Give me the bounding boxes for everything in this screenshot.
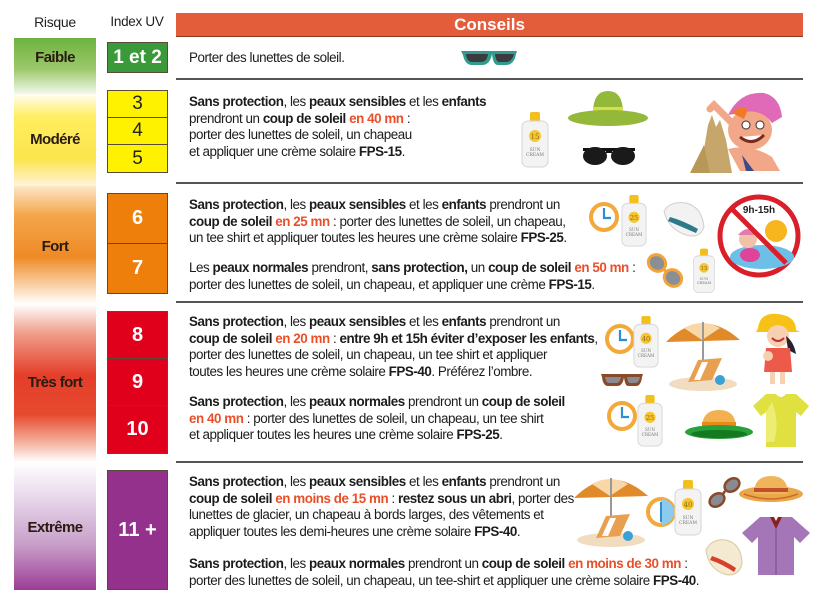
uv-index-faible <box>107 42 168 73</box>
sunscreen-25-icon <box>636 395 664 447</box>
advice-fort-sensitive: Sans protection, les peaux sensibles et les enfants prendront un coup de soleil en 25 mn : porter des lunettes de soleil, un chapeau, un tee shirt et appliquer toutes les heures une crème solaire FPS-25. <box>189 197 567 246</box>
svg-text:9h-15h: 9h-15h <box>742 205 776 216</box>
svg-text:CREAM: CREAM <box>526 153 544 158</box>
svg-text:CREAM: CREAM <box>641 431 659 437</box>
uv-value: 4 <box>108 118 167 145</box>
row-divider <box>176 182 803 184</box>
beach-umbrella-icon <box>664 314 742 392</box>
risk-label-extreme: Extrême <box>27 519 83 536</box>
uv-value: 1 et 2 <box>113 46 162 68</box>
orange-sunglasses-icon <box>646 252 686 288</box>
svg-text:SUN: SUN <box>629 227 639 233</box>
advice-tres-fort-normal: Sans protection, les peaux normales prendront un coup de soleil en 40 mn : porter des lunettes de soleil, un chapeau, un tee shirt et appliquer toutes les heures une crème solaire FPS-25. <box>189 394 565 443</box>
uv-index-tres-fort <box>107 311 168 454</box>
risk-band-modere <box>14 94 96 186</box>
risk-band-faible <box>14 38 96 94</box>
svg-text:SUN: SUN <box>529 148 541 153</box>
panama-hat-icon <box>702 536 746 580</box>
advice-faible: Porter des lunettes de soleil. <box>189 50 345 65</box>
risk-band-fort <box>14 186 96 304</box>
sunscreen-40-icon <box>673 480 703 536</box>
clock-icon <box>588 201 620 233</box>
svg-text:25: 25 <box>629 214 639 223</box>
sunscreen-25-icon <box>620 195 648 247</box>
svg-text:CREAM: CREAM <box>679 521 697 526</box>
advice-modere: Sans protection, les peaux sensibles et les enfants prendront un coup de soleil en 40 mn : porter des lunettes de soleil, un chapeau et appliquer une crème solaire FPS-15. <box>189 94 487 159</box>
uv-value: 3 <box>108 91 167 118</box>
girl-yellow-hat-icon <box>752 312 802 388</box>
advice-extreme-sensitive: Sans protection, les peaux sensibles et les enfants prendront un coup de soleil en moins de 15 mn : restez sous un abri, porter des lunettes de glacier, un chapeau à bords larges, des vêtements et appliquer toutes les demi-heures une crème solaire FPS-40. <box>189 474 574 539</box>
uv-value: 7 <box>131 257 144 279</box>
advice-extreme-normal: Sans protection, les peaux normales prendront un coup de soleil en moins de 30 mn : porter des lunettes de soleil, un chapeau, un tee-shirt et appliquer une crème solaire FPS-40. <box>189 556 700 588</box>
uv-value: 9 <box>108 359 167 406</box>
uv-value: 6 <box>108 194 167 244</box>
beach-umbrella-icon <box>572 470 650 548</box>
row-divider <box>176 78 803 80</box>
svg-text:40: 40 <box>641 335 651 344</box>
risk-label-fort: Fort <box>41 238 69 255</box>
uv-value: 10 <box>126 418 149 440</box>
sunscreen-40-icon <box>632 316 660 368</box>
straw-hat-icon <box>738 474 804 504</box>
svg-text:15: 15 <box>530 133 540 141</box>
clock-icon <box>606 400 638 432</box>
svg-text:25: 25 <box>645 414 655 423</box>
svg-text:40: 40 <box>683 501 693 509</box>
svg-text:SUN: SUN <box>641 348 651 354</box>
risk-band-tres-fort <box>14 304 96 462</box>
risk-label-tres-fort: Très fort <box>27 374 83 391</box>
uv-value: 5 <box>132 147 143 169</box>
sunscreen-15-icon <box>520 112 550 168</box>
purple-shirt-icon <box>740 515 812 577</box>
uv-value: 11 + <box>118 518 157 541</box>
green-hat-icon <box>567 89 649 129</box>
row-divider <box>176 461 803 463</box>
brown-sunglasses-icon <box>706 476 742 510</box>
svg-text:SUN: SUN <box>645 427 655 433</box>
advice-fort-normal: Les peaux normales prendront, sans protection, un coup de soleil en 50 mn : porter des lunettes de soleil, un chapeau, et appliquer une crème FPS-15. <box>189 260 636 292</box>
no-sun-9h-15h-icon <box>716 193 802 279</box>
risk-label-modere: Modéré <box>30 131 80 148</box>
sunscreen-15-icon <box>692 248 716 294</box>
risk-band-extreme <box>14 462 96 590</box>
uv-index-modere <box>107 90 168 173</box>
child-sandcastle-icon <box>680 85 795 175</box>
risk-label-faible: Faible <box>35 49 75 66</box>
svg-text:15: 15 <box>700 266 708 273</box>
svg-text:CREAM: CREAM <box>696 280 712 285</box>
yellow-tshirt-icon <box>752 392 810 448</box>
uv-value: 8 <box>108 312 167 359</box>
advice-tres-fort-sensitive: Sans protection, les peaux sensibles et les enfants prendront un coup de soleil en 20 mn : entre 9h et 15h éviter d’exposer les enfants, porter des lunettes de soleil, un chapeau, un tee shirt et appliquer toutes les heures une crème solaire FPS-40. Préférez l’ombre. <box>189 314 598 379</box>
uv-index-extreme <box>107 470 168 590</box>
white-hat-icon <box>660 199 706 241</box>
black-sunglasses-icon <box>582 145 636 167</box>
risque-column-header: Risque <box>34 14 76 30</box>
row-divider <box>176 301 803 303</box>
uv-index-fort <box>107 193 168 294</box>
green-cap-icon <box>684 408 754 440</box>
svg-text:CREAM: CREAM <box>625 231 643 237</box>
svg-text:SUN: SUN <box>699 276 709 281</box>
index-uv-column-header: Index UV <box>110 14 164 29</box>
svg-text:CREAM: CREAM <box>637 352 655 358</box>
brown-sunglasses-icon <box>600 372 644 388</box>
svg-text:SUN: SUN <box>682 516 694 521</box>
teal-sunglasses-icon <box>460 47 518 67</box>
conseils-header: Conseils <box>176 13 803 37</box>
